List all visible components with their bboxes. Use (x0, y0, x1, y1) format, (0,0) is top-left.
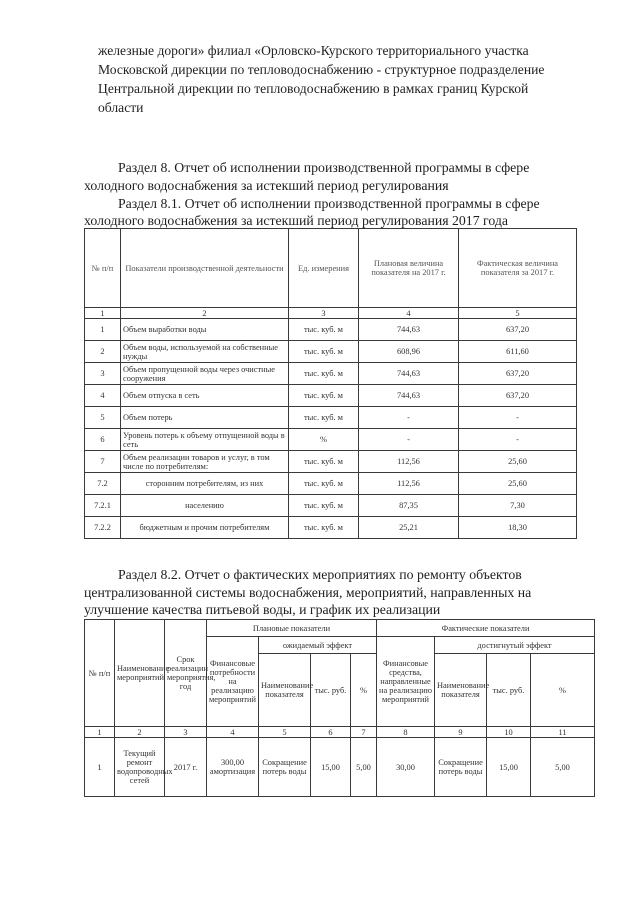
fact-effect-pct: 5,00 (531, 738, 595, 797)
unit: тыс. куб. м (289, 363, 359, 385)
column-number-row (85, 727, 595, 738)
unit: тыс. куб. м (289, 473, 359, 495)
row-number: 5 (85, 407, 121, 429)
header-cell: Наименование мероприятий (115, 620, 165, 727)
indicator-name: Объем отпуска в сеть (121, 385, 289, 407)
section-8-2-heading-line1: Раздел 8.2. Отчет о фактических мероприятиях по ремонту объектов (118, 567, 522, 582)
table-row (85, 495, 577, 517)
intro-line: области (98, 100, 144, 115)
table-row (85, 363, 577, 385)
section-8-2-heading-line3: улучшение качества питьевой воды, и график их реализации (84, 602, 441, 617)
section-8-1-heading-line2: холодного водоснабжения за истекший период регулирования 2017 года (84, 213, 509, 228)
row-number: 3 (85, 363, 121, 385)
plan-value: - (359, 407, 459, 429)
plan-value: - (359, 429, 459, 451)
header-cell: Фактические показатели (377, 620, 595, 637)
plan-value: 744,63 (359, 319, 459, 341)
header-cell: Срок реализации мероприятия, год (165, 620, 207, 727)
table-header-row (85, 229, 577, 308)
header-cell: % (531, 654, 595, 727)
indicator-name: населению (121, 495, 289, 517)
repair-measures-table (84, 619, 595, 797)
header-cell: ожидаемый эффект (259, 637, 377, 654)
column-number: 1 (85, 727, 115, 738)
column-number: 9 (435, 727, 487, 738)
header-cell: № п/п (85, 229, 121, 308)
section-8-2-heading-line2: централизованной системы водоснабжения, мероприятий, направленных на (84, 585, 532, 600)
plan-finance: 300,00 амортизация (207, 738, 259, 797)
unit: % (289, 429, 359, 451)
plan-value: 608,96 (359, 341, 459, 363)
fact-value: 7,30 (459, 495, 577, 517)
measure-name: Текущий ремонт водопроводных сетей (115, 738, 165, 797)
unit: тыс. куб. м (289, 385, 359, 407)
fact-value: 18,30 (459, 517, 577, 539)
header-cell: Финансовые средства, направленные на реализацию мероприятий (377, 637, 435, 727)
indicator-name: сторонним потребителям, из них (121, 473, 289, 495)
header-cell: Плановая величина показателя на 2017 г. (359, 229, 459, 308)
header-cell: тыс. руб. (311, 654, 351, 727)
plan-value: 25,21 (359, 517, 459, 539)
plan-value: 744,63 (359, 363, 459, 385)
column-number: 5 (259, 727, 311, 738)
table-row (85, 738, 595, 797)
section-8-1-heading-line1: Раздел 8.1. Отчет об исполнении производственной программы в сфере (118, 196, 540, 211)
column-number: 8 (377, 727, 435, 738)
intro-paragraph (98, 41, 578, 117)
fact-value: 25,60 (459, 451, 577, 473)
indicator-name: бюджетным и прочим потребителям (121, 517, 289, 539)
row-number: 7 (85, 451, 121, 473)
fact-finance: 30,00 (377, 738, 435, 797)
indicator-name: Объем потерь (121, 407, 289, 429)
column-number: 10 (487, 727, 531, 738)
intro-line: железные дороги» филиал «Орловско-Курского территориального участка (98, 43, 529, 58)
fact-value: 25,60 (459, 473, 577, 495)
row-number: 1 (85, 319, 121, 341)
fact-value: 637,20 (459, 319, 577, 341)
header-cell: Ед. измерения (289, 229, 359, 308)
unit: тыс. куб. м (289, 517, 359, 539)
column-number: 4 (207, 727, 259, 738)
production-program-table (84, 228, 577, 539)
header-cell: Показатели производственной деятельности (121, 229, 289, 308)
intro-line: Московской дирекции по тепловодоснабжению - структурное подразделение (98, 62, 545, 77)
fact-value: 637,20 (459, 363, 577, 385)
table-row (85, 517, 577, 539)
fact-value: - (459, 407, 577, 429)
table-row (85, 319, 577, 341)
indicator-name: Объем выработки воды (121, 319, 289, 341)
table-row (85, 341, 577, 363)
fact-effect-rub: 15,00 (487, 738, 531, 797)
column-number: 11 (531, 727, 595, 738)
section-8-heading-line2: холодного водоснабжения за истекший период регулирования (84, 178, 449, 193)
header-cell: Наименование показателя (435, 654, 487, 727)
column-number: 2 (115, 727, 165, 738)
fact-value: 611,60 (459, 341, 577, 363)
plan-effect-name: Сокращение потерь воды (259, 738, 311, 797)
table-row (85, 407, 577, 429)
column-number: 5 (459, 308, 577, 319)
table-row (85, 385, 577, 407)
plan-value: 112,56 (359, 473, 459, 495)
plan-value: 112,56 (359, 451, 459, 473)
column-number: 1 (85, 308, 121, 319)
table-row (85, 429, 577, 451)
unit: тыс. куб. м (289, 407, 359, 429)
unit: тыс. куб. м (289, 495, 359, 517)
unit: тыс. куб. м (289, 319, 359, 341)
fact-value: - (459, 429, 577, 451)
header-cell: Финансовые потребности на реализацию мероприятий (207, 637, 259, 727)
header-cell: Наименование показателя (259, 654, 311, 727)
header-cell: достигнутый эффект (435, 637, 595, 654)
unit: тыс. куб. м (289, 341, 359, 363)
header-cell: Плановые показатели (207, 620, 377, 637)
intro-line: Центральной дирекции по тепловодоснабжению в рамках границ Курской (98, 81, 529, 96)
table-row (85, 451, 577, 473)
column-number: 3 (289, 308, 359, 319)
row-number: 2 (85, 341, 121, 363)
header-cell: % (351, 654, 377, 727)
row-number: 7.2.1 (85, 495, 121, 517)
plan-value: 744,63 (359, 385, 459, 407)
header-cell: Фактическая величина показателя за 2017 г. (459, 229, 577, 308)
indicator-name: Объем реализации товаров и услуг, в том числе по потребителям: (121, 451, 289, 473)
column-number: 3 (165, 727, 207, 738)
row-number: 4 (85, 385, 121, 407)
indicator-name: Объем пропущенной воды через очистные сооружения (121, 363, 289, 385)
header-cell: тыс. руб. (487, 654, 531, 727)
row-number: 7.2.2 (85, 517, 121, 539)
row-number: 1 (85, 738, 115, 797)
indicator-name: Объем воды, используемой на собственные нужды (121, 341, 289, 363)
table-header-row (85, 620, 595, 637)
table-row (85, 473, 577, 495)
column-number-row (85, 308, 577, 319)
plan-effect-rub: 15,00 (311, 738, 351, 797)
row-number: 7.2 (85, 473, 121, 495)
term: 2017 г. (165, 738, 207, 797)
unit: тыс. куб. м (289, 451, 359, 473)
column-number: 7 (351, 727, 377, 738)
plan-value: 87,35 (359, 495, 459, 517)
plan-effect-pct: 5,00 (351, 738, 377, 797)
column-number: 4 (359, 308, 459, 319)
row-number: 6 (85, 429, 121, 451)
column-number: 2 (121, 308, 289, 319)
column-number: 6 (311, 727, 351, 738)
fact-effect-name: Сокращение потерь воды (435, 738, 487, 797)
header-cell: № п/п (85, 620, 115, 727)
indicator-name: Уровень потерь к объему отпущенной воды в сеть (121, 429, 289, 451)
section-8-heading-line1: Раздел 8. Отчет об исполнении производственной программы в сфере (118, 160, 530, 175)
fact-value: 637,20 (459, 385, 577, 407)
